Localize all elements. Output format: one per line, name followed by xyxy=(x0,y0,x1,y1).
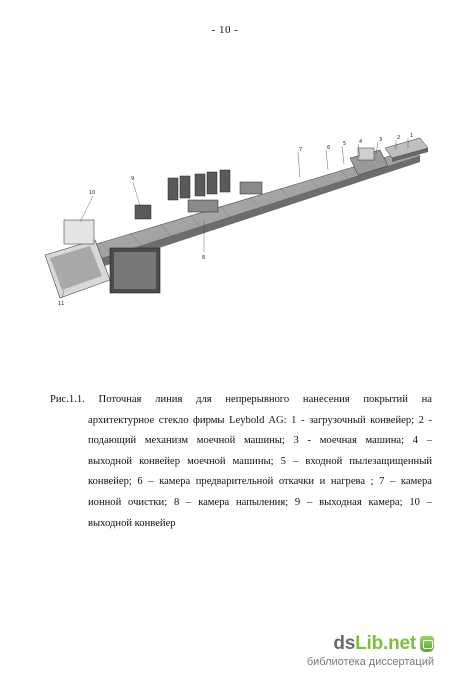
callout-label: 6 xyxy=(327,145,331,151)
caption-line: Рис.1.1. Поточная линия для непрерывного нанесения покрытий на xyxy=(50,394,432,405)
callout-label: 2 xyxy=(397,135,401,141)
callout-label: 10 xyxy=(89,190,96,196)
caption-line: подающий механизм моечной машины; 3 - моечная машина; 4 – xyxy=(88,435,432,447)
watermark-logo xyxy=(307,633,434,655)
caption-line: архитектурное стекло фирмы Leybold AG: 1 - загрузочный конвейер; 2 - xyxy=(88,414,432,426)
caption-line: выходной конвейер моечной машины; 5 – входной пылезащищенный xyxy=(88,455,432,467)
production-line-figure xyxy=(40,130,430,315)
callout-label: 7 xyxy=(299,147,303,153)
page-number: - 10 - xyxy=(211,24,239,36)
watermark-brand: dsLib.net xyxy=(333,633,416,654)
caption-line: конвейер; 6 – камера предварительной откачки и нагрева ; 7 – камера xyxy=(88,476,432,488)
book-icon xyxy=(420,636,434,652)
watermark-tagline: библиотека диссертаций xyxy=(306,656,434,668)
callout-label: 4 xyxy=(359,139,363,145)
caption-line: ионной очистки; 8 – камера напыления; 9 – выходная камера; 10 – xyxy=(88,496,432,508)
watermark xyxy=(307,633,434,668)
callout-label: 1 xyxy=(410,133,414,139)
callout-label: 11 xyxy=(58,301,65,307)
callout-label: 5 xyxy=(343,141,347,147)
callout-label: 8 xyxy=(202,255,206,261)
callout-label: 9 xyxy=(131,176,135,182)
caption-line: выходной конвейер xyxy=(88,517,176,529)
figure-caption xyxy=(50,390,432,534)
callout-label: 3 xyxy=(379,137,383,143)
